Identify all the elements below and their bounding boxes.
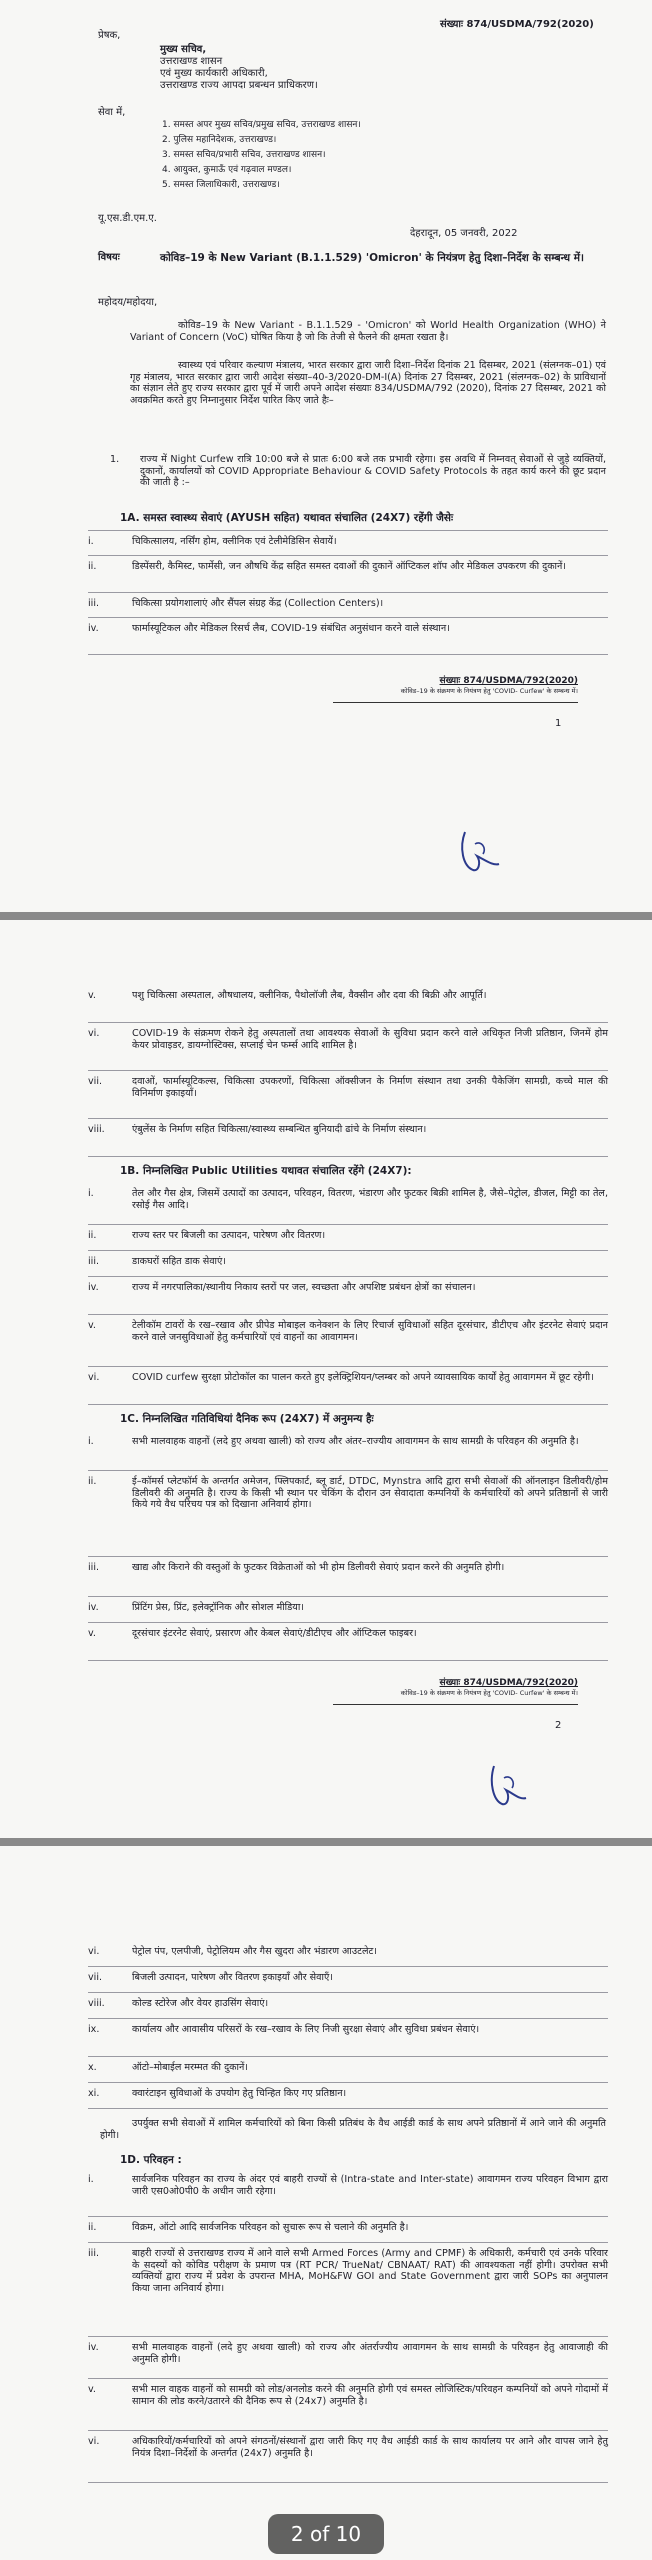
recipient-item: 5. समस्त जिलाधिकारी, उत्तराखण्ड।	[162, 180, 280, 190]
divider	[88, 1366, 608, 1367]
recipient-item: 1. समस्त अपर मुख्य सचिव/प्रमुख सचिव, उत्तराखण्ड शासन।	[162, 120, 361, 130]
item-text: एंबुलेंस के निर्माण सहित चिकित्सा/स्वास्थ्य सम्बन्धित बुनियादी ढांचे के निर्माण संस्थान।	[132, 1124, 427, 1135]
signature	[486, 1760, 530, 1812]
item-number: vii.	[88, 1076, 103, 1087]
document-page-1	[0, 0, 652, 912]
page-number: 2	[555, 1720, 562, 1731]
item-number: iii.	[88, 1256, 100, 1267]
divider	[88, 2378, 608, 2379]
divider	[88, 654, 608, 655]
list-item	[88, 2088, 608, 2100]
item-number: ii.	[88, 1230, 97, 1241]
divider	[88, 2242, 608, 2243]
list-item	[88, 1028, 608, 1051]
list-item	[88, 1562, 608, 1574]
divider	[88, 2082, 608, 2083]
divider	[88, 1250, 608, 1251]
item-number: ii.	[88, 561, 97, 572]
list-item	[88, 2248, 608, 2294]
divider	[88, 617, 608, 618]
document-page-2	[0, 920, 652, 1838]
divider	[88, 1660, 608, 1661]
page-number: 1	[555, 718, 562, 729]
list-item	[88, 1124, 608, 1136]
item-number: i.	[88, 2174, 94, 2185]
item-text: चिकित्सा प्रयोगशालाएं और सैंपल संग्रह केंद्र (Collection Centers)।	[132, 598, 384, 609]
sender-block	[160, 44, 318, 92]
list-item	[88, 1230, 608, 1242]
item-number: vii.	[88, 1972, 103, 1983]
item-text: टेलीकॉम टावरों के रख–रखाव और प्रीपेड मोबाइल कनेक्शन के लिए रिचार्ज सुविधाओं सहित दूरसंचार, डीटीएच और इंटरनेट सेवाएं प्रदान करने वाले जनसुविधाओं हेतु कर्मचारियों एवं वाहनों का आवागमन।	[132, 1320, 608, 1343]
list-item	[88, 1320, 608, 1343]
item-number: i.	[88, 1188, 94, 1199]
list-item	[88, 2384, 608, 2407]
item-text: बाहरी राज्यों से उत्तराखण्ड राज्य में आने वाले सभी Armed Forces (Army and CPMF) के अधिकारी, कर्मचारी एवं उनके परिवार के सदस्यों को कोविड परीक्षण के प्रमाण पत्र (RT PCR/ TrueNat/ CBNAAT/ RAT) की आवश्यकता नहीं होगी। उपरोक्त सभी व्यक्तियों द्वारा राज्य में प्रवेश के उपरान्त MHA, MoH&FW GOI and State Government द्वारा जारी SOPs का अनुपालन किया जाना अनिवार्य होगा।	[132, 2248, 608, 2294]
list-item	[88, 1282, 608, 1294]
section-1a-title: 1A. समस्त स्वास्थ्य सेवाएं (AYUSH सहित) यथावत संचालित (24X7) रहेंगी जैसेः	[120, 512, 454, 524]
point-1-text: राज्य में Night Curfew रात्रि 10:00 बजे से प्रातः 6:00 बजे तक प्रभावी रहेगा। इस अवधि में निम्नवत् सेवाओं से जुड़े व्यक्तियों, दुकानों, कार्यालयों को COVID Appropriate Behaviour & COVID Safety Protocols के तहत कार्य करने की छूट प्रदान की जाती है :–	[140, 454, 606, 488]
item-number: iv.	[88, 1282, 99, 1293]
list-item	[88, 1998, 608, 2010]
item-number: iv.	[88, 1602, 99, 1613]
item-number: xi.	[88, 2088, 100, 2099]
list-item	[88, 1628, 608, 1640]
divider	[88, 1070, 608, 1071]
list-item	[88, 1188, 608, 1211]
page-footer	[333, 1678, 578, 1705]
list-item	[88, 2436, 608, 2459]
reference-number: संख्याः 874/USDMA/792(2020)	[440, 19, 594, 30]
section-1c-title: 1C. निम्नलिखित गतिविधियां दैनिक रूप (24X7) में अनुमन्य हैः	[120, 1413, 374, 1425]
sender-label: प्रेषक,	[98, 30, 121, 41]
divider	[88, 1556, 608, 1557]
item-text: कार्यालय और आवासीय परिसरों के रख–रखाव के लिए निजी सुरक्षा सेवाएं और सुविधा प्रबंधन सेवाएं।	[132, 2024, 480, 2035]
sender-line: एवं मुख्य कार्यकारी अधिकारी,	[160, 68, 268, 79]
section-1d-title: 1D. परिवहन :	[120, 2154, 182, 2166]
list-item	[88, 1972, 608, 1984]
list-item	[88, 598, 608, 610]
item-number: i.	[88, 536, 94, 547]
item-number: viii.	[88, 1124, 105, 1135]
divider	[88, 555, 608, 556]
footer-subject: कोविड–19 के संक्रमण के नियंत्रण हेतु 'COVID- Curfew' के सम्बन्ध में।	[400, 1689, 578, 1697]
page-indicator: 2 of 10	[268, 2514, 384, 2554]
list-item	[88, 2174, 608, 2197]
item-text: ई–कॉमर्स प्लेटफॉर्म के अन्तर्गत अमेजन, फ्लिपकार्ट, ब्लू डार्ट, DTDC, Mynstra आदि द्वारा सभी सेवाओं की ऑनलाइन डिलीवरी/होम डिलीवरी की अनुमति है। राज्य के किसी भी स्थान पर चेकिंग के दौरान उन सेवादाता कम्पनियों के कर्मचारियों को अपने प्रतिष्ठानों से जारी किये गये वैध परिचय पत्र को दिखाना अनिवार्य होगा।	[132, 1476, 608, 1510]
list-item	[88, 536, 608, 548]
sender-line: मुख्य सचिव,	[160, 44, 207, 55]
list-item	[88, 990, 608, 1002]
list-item	[88, 1372, 608, 1384]
item-text: विक्रम, ऑटो आदि सार्वजनिक परिवहन को सुचारू रूप से चलाने की अनुमति है।	[132, 2222, 409, 2233]
item-text: फार्मास्यूटिकल और मेडिकल रिसर्च लैब, COVID-19 संबंधित अनुसंधान करने वाले संस्थान।	[132, 623, 450, 634]
item-text: चिकित्सालय, नर्सिंग होम, क्लीनिक एवं टेलीमेडिसिन सेवायें।	[132, 536, 337, 547]
item-text: सभी मालवाहक वाहनों (लदे हुए अथवा खाली) को राज्य और अंतर्राज्यीय आवागमन के साथ सामग्री के परिवहन हेतु आवाजाही की अनुमति होगी।	[132, 2342, 608, 2365]
divider	[88, 1022, 608, 1023]
section-1b-title: 1B. निम्नलिखित Public Utilities यथावत संचालित रहेंगे (24X7):	[120, 1165, 412, 1177]
item-number: iv.	[88, 2342, 99, 2353]
recipient-item: 4. आयुक्त, कुमाऊँ एवं गढ़वाल मण्डल।	[162, 165, 292, 175]
item-number: vi.	[88, 1372, 100, 1383]
item-number: viii.	[88, 1998, 105, 2009]
item-text: दवाओं, फार्मास्यूटिकल्स, चिकित्सा उपकरणों, चिकित्सा ऑक्सीजन के निर्माण संस्थान तथा उनकी पैकेजिंग सामग्री, कच्चे माल की विनिर्माण इकाइयाँ।	[132, 1076, 608, 1099]
item-number: ii.	[88, 1476, 97, 1487]
item-number: v.	[88, 1320, 96, 1331]
list-item	[88, 2062, 608, 2074]
divider	[88, 2216, 608, 2217]
divider	[88, 1314, 608, 1315]
divider	[88, 1156, 608, 1157]
item-text: COVID curfew सुरक्षा प्रोटोकॉल का पालन करते हुए इलेक्ट्रिशियन/प्लम्बर को अपने व्यावसायिक कार्यों हेतु आवागमन में छूट रहेगी।	[132, 1372, 594, 1383]
paragraph-1: कोविड–19 के New Variant - B.1.1.529 - 'Omicron' को World Health Organization (WHO) ने Variant of Concern (VoC) घोषित किया है जो कि तेजी से फैलने की क्षमता रखता है।	[130, 320, 606, 343]
to-label: सेवा में,	[98, 107, 126, 118]
divider	[88, 1992, 608, 1993]
item-text: पेट्रोल पंप, एलपीजी, पेट्रोलियम और गैस खुदरा और भंडारण आउटलेट।	[132, 1946, 377, 1957]
list-item	[88, 623, 608, 635]
item-text: डिस्पेंसरी, कैमिस्ट, फार्मेसी, जन औषधि केंद्र सहित समस्त दवाओं की दुकानें ऑप्टिकल शॉप और मेडिकल उपकरण की दुकानें।	[132, 561, 567, 572]
item-number: iii.	[88, 598, 100, 609]
employees-note: उपर्युक्त सभी सेवाओं में शामिल कर्मचारियों को बिना किसी प्रतिबंध के वैध आईडी कार्ड के साथ अपने प्रतिष्ठानों में आने जाने की अनुमति होगी।	[100, 2118, 606, 2141]
item-number: iii.	[88, 1562, 100, 1573]
item-text: सभी मालवाहक वाहनों (लदे हुए अथवा खाली) को राज्य और अंतर–राज्यीय आवागमन के साथ सामग्री के परिवहन की अनुमति है।	[132, 1436, 579, 1447]
item-number: x.	[88, 2062, 97, 2073]
divider	[88, 592, 608, 593]
page-footer	[333, 676, 578, 703]
list-item	[88, 1076, 608, 1099]
divider	[88, 1404, 608, 1405]
sender-line: उत्तराखण्ड शासन	[160, 56, 223, 67]
item-number: v.	[88, 2384, 96, 2395]
item-text: तेल और गैस क्षेत्र, जिसमें उत्पादों का उत्पादन, परिवहन, वितरण, भंडारण और फुटकर बिक्री शामिल है, जैसे–पेट्रोल, डीजल, मिट्टी का तेल, रसोई गैस आदि।	[132, 1188, 608, 1211]
item-text: राज्य स्तर पर बिजली का उत्पादन, पारेषण और वितरण।	[132, 1230, 326, 1241]
sender-line: उत्तराखण्ड राज्य आपदा प्रबन्धन प्राधिकरण।	[160, 80, 318, 91]
recipient-list	[162, 120, 361, 191]
list-item	[88, 561, 608, 573]
point-number: 1.	[110, 454, 120, 465]
item-number: vi.	[88, 1028, 100, 1039]
divider	[88, 1224, 608, 1225]
divider	[88, 1622, 608, 1623]
item-number: ix.	[88, 2024, 100, 2035]
item-text: क्वारंटाइन सुविधाओं के उपयोग हेतु चिन्हित किए गए प्रतिष्ठान।	[132, 2088, 347, 2099]
divider	[88, 2108, 608, 2109]
divider	[88, 2018, 608, 2019]
item-text: अधिकारियों/कर्मचारियों को अपने संगठनों/संस्थानों द्वारा जारी किए गए वैध आईडी कार्ड के साथ कार्यालय पर आने और वापस जाने हेतु नियंत्र दिशा–निर्देशों के अन्तर्गत (24x7) अनुमति है।	[132, 2436, 608, 2459]
item-number: iv.	[88, 623, 99, 634]
list-item	[88, 1436, 608, 1448]
divider	[88, 1276, 608, 1277]
item-text: बिजली उत्पादन, पारेषण और वितरण इकाइयाँ और सेवाएँ।	[132, 1972, 333, 1983]
divider	[88, 530, 608, 531]
list-item	[88, 1256, 608, 1268]
divider	[88, 1966, 608, 1967]
recipient-item: 2. पुलिस महानिदेशक, उत्तराखण्ड।	[162, 135, 277, 145]
salutation: महोदय/महोदया,	[98, 297, 158, 308]
item-number: i.	[88, 1436, 94, 1447]
divider	[88, 1596, 608, 1597]
list-item	[88, 1946, 608, 1958]
paragraph-2: स्वास्थ्य एवं परिवार कल्याण मंत्रालय, भारत सरकार द्वारा जारी दिशा–निर्देश दिनांक 21 दिसम्बर, 2021 (संलग्नक–01) एवं गृह मंत्रालय, भारत सरकार द्वारा जारी आदेश संख्या–40-3/2020-DM-I(A) दिनांक 27 दिसम्बर, 2021 (संलग्नक–02) के प्राविधानों का संज्ञान लेते हुए राज्य सरकार द्वारा पूर्व में जारी अपने आदेश संख्याः 834/USDMA/792 (2020), दिनांक 27 दिसम्बर, 2021 को अवक्रमित करते हुए निम्नानुसार निर्देश पारित किए जाते हैः–	[130, 360, 606, 406]
item-text: खाद्य और किराने की वस्तुओं के फुटकर विक्रेताओं को भी होम डिलीवरी सेवाएं प्रदान करने की अनुमति होगी।	[132, 1562, 505, 1573]
subject-label: विषयः	[98, 252, 120, 263]
list-item	[88, 1476, 608, 1511]
list-item	[88, 2222, 608, 2234]
item-text: COVID-19 के संक्रमण रोकने हेतु अस्पतालों तथा आवश्यक सेवाओं के सुविधा प्रदान करने वाले अधिकृत निजी प्रतिष्ठान, जिनमें होम केयर प्रोवाइडर, डायग्नोस्टिक्स, सप्लाई चेन फर्म्स आदि शामिल है।	[132, 1028, 608, 1051]
recipient-item: 3. समस्त सचिव/प्रभारी सचिव, उत्तराखण्ड शासन।	[162, 150, 326, 160]
item-number: v.	[88, 990, 96, 1001]
item-text: दूरसंचार इंटरनेट सेवाएं, प्रसारण और केबल सेवाएं/डीटीएच और ऑप्टिकल फाइबर।	[132, 1628, 417, 1639]
item-text: राज्य में नगरपालिका/स्थानीय निकाय स्तरों पर जल, स्वच्छता और अपशिष्ट प्रबंधन क्षेत्रों का संचालन।	[132, 1282, 476, 1293]
footer-reference: संख्याः 874/USDMA/792(2020)	[439, 1678, 578, 1688]
footer-subject: कोविड–19 के संक्रमण के नियंत्रण हेतु 'COVID- Curfew' के सम्बन्ध में।	[400, 687, 578, 695]
document-page-3	[0, 1846, 652, 2560]
divider	[88, 1470, 608, 1471]
divider	[88, 2482, 608, 2483]
item-text: डाकघरों सहित डाक सेवाएं।	[132, 1256, 226, 1267]
item-number: ii.	[88, 2222, 97, 2233]
subject-text: कोविड–19 के New Variant (B.1.1.529) 'Omicron' के नियंत्रण हेतु दिशा–निर्देश के सम्बन्ध में।	[160, 252, 584, 264]
item-text: सार्वजनिक परिवहन का राज्य के अंदर एवं बाहरी राज्यों से (Intra-state and Inter-state) आवागमन राज्य परिवहन विभाग द्वारा जारी एस0ओ0पी0 के अधीन जारी रहेगा।	[132, 2174, 608, 2197]
divider	[88, 2430, 608, 2431]
date-line: देहरादून, 05 जनवरी, 2022	[410, 228, 518, 239]
divider	[88, 1118, 608, 1119]
item-text: ऑटो–मोबाईल मरम्मत की दुकानें।	[132, 2062, 248, 2073]
footer-reference: संख्याः 874/USDMA/792(2020)	[439, 676, 578, 686]
item-text: कोल्ड स्टोरेज और वेयर हाउसिंग सेवाएं।	[132, 1998, 269, 2009]
list-item	[88, 2024, 608, 2036]
signature	[455, 826, 507, 878]
list-item	[88, 2342, 608, 2365]
item-text: सभी माल वाहक वाहनों को सामग्री को लोड/अनलोड करने की अनुमति होगी एवं समस्त लोजिस्टिक/परिवहन कम्पनियों को अपने गोदामों में सामान की लोड करने/उतारने की दैनिक रूप से (24x7) अनुमति है।	[132, 2384, 608, 2407]
item-number: vi.	[88, 1946, 100, 1957]
section-code: यू.एस.डी.एम.ए.	[98, 213, 157, 224]
item-number: v.	[88, 1628, 96, 1639]
item-number: vi.	[88, 2436, 100, 2447]
item-number: iii.	[88, 2248, 100, 2259]
divider	[88, 2056, 608, 2057]
divider	[88, 2336, 608, 2337]
list-item	[88, 1602, 608, 1614]
item-text: प्रिंटिंग प्रेस, प्रिंट, इलेक्ट्रॉनिक और सोशल मीडिया।	[132, 1602, 304, 1613]
item-text: पशु चिकित्सा अस्पताल, औषधालय, क्लीनिक, पैथोलॉजी लैब, वैक्सीन और दवा की बिक्री और आपूर्ति।	[132, 990, 487, 1001]
